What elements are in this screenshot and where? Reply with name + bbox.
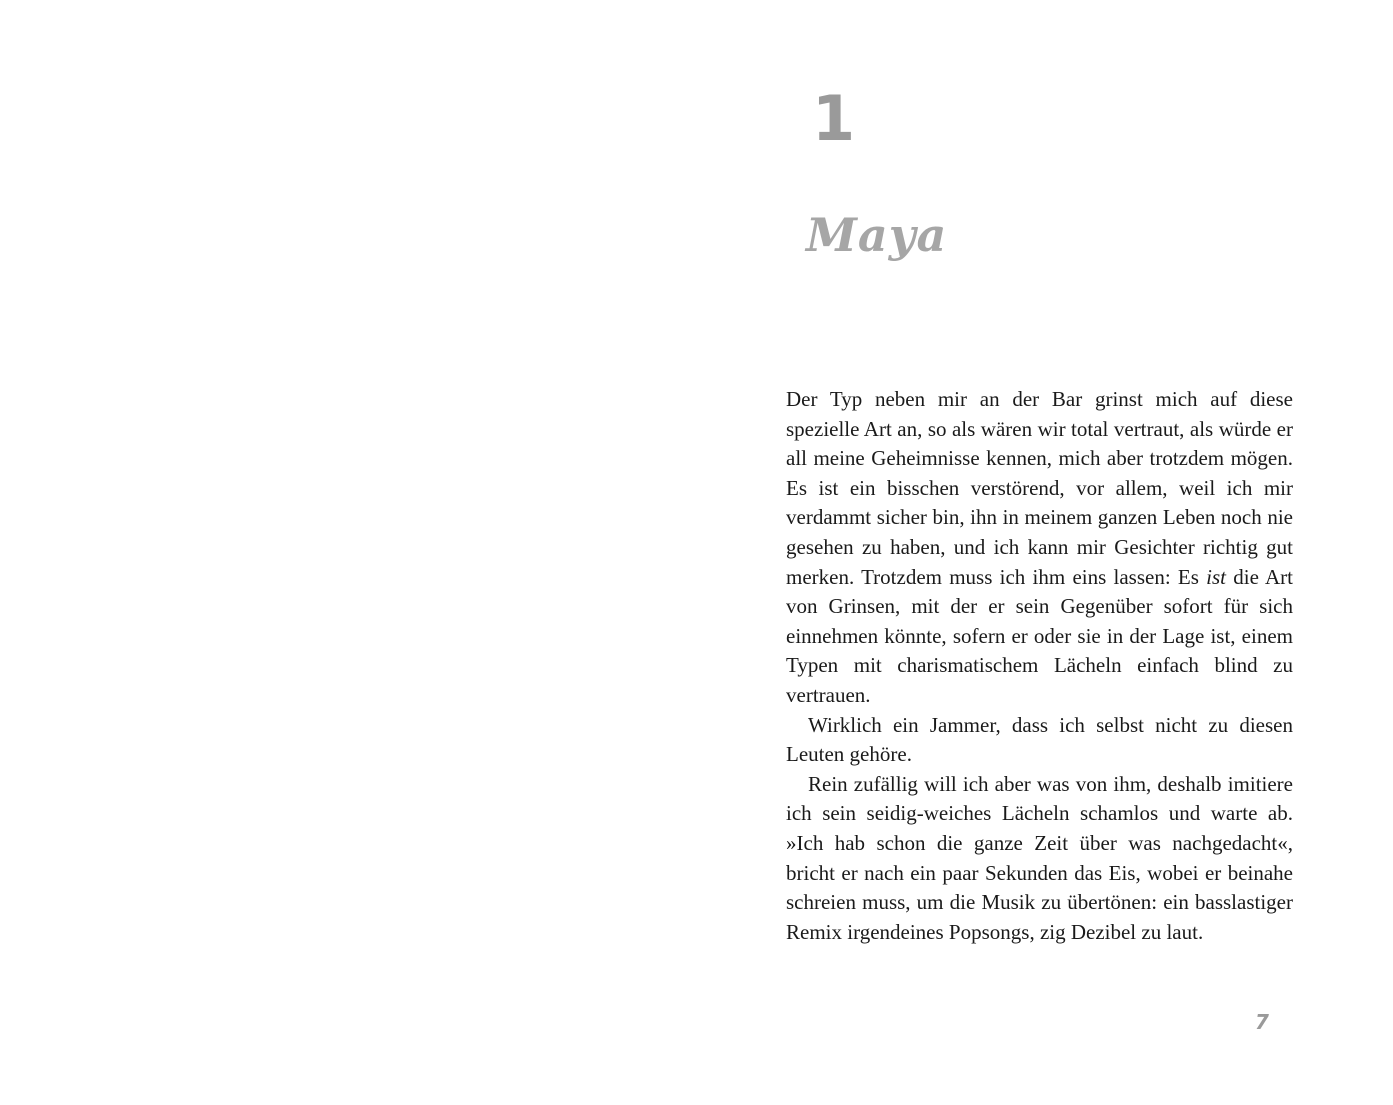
left-page-blank (0, 0, 696, 1105)
paragraph-1-text-before: Der Typ neben mir an der Bar grinst mich auf diese spezielle Art an, so als wären wir total vertraut, als würde er all meine Geheimnisse kennen, mich aber trotzdem mögen. Es ist ein bisschen verstörend, vor allem, weil ich mir verdammt sicher bin, ihn in meinem ganzen Leben noch nie gesehen zu haben, und ich kann mir Gesichter richtig gut merken. Trotzdem muss ich ihm eins lassen: Es (786, 387, 1293, 589)
chapter-number: 1 (812, 82, 856, 155)
chapter-title: Maya (806, 208, 948, 262)
paragraph-1 (786, 385, 1293, 711)
paragraph-1-text-after: die Art von Grinsen, mit der er sein Gegenüber sofort für sich einnehmen könnte, sofern er oder sie in der Lage ist, einem Typen mit charismatischem Lächeln einfach blind zu vertrauen. (786, 564, 1293, 707)
page-number: 7 (1255, 1010, 1269, 1034)
paragraph-3: Rein zufällig will ich aber was von ihm, deshalb imitiere ich sein seidig-weiches Lächeln schamlos und warte ab. »Ich hab schon die ganze Zeit über was nachgedacht«, bricht er nach ein paar Sekunden das Eis, wobei er beinahe schreien muss, um die Musik zu übertönen: ein basslastiger Remix irgendeines Popsongs, zig Dezibel zu laut. (786, 771, 1293, 944)
paragraph-1-emphasis: ist (1206, 564, 1227, 589)
chapter-body-text (786, 385, 1293, 947)
paragraph-2: Wirklich ein Jammer, dass ich selbst nicht zu diesen Leuten gehöre. (786, 712, 1293, 767)
